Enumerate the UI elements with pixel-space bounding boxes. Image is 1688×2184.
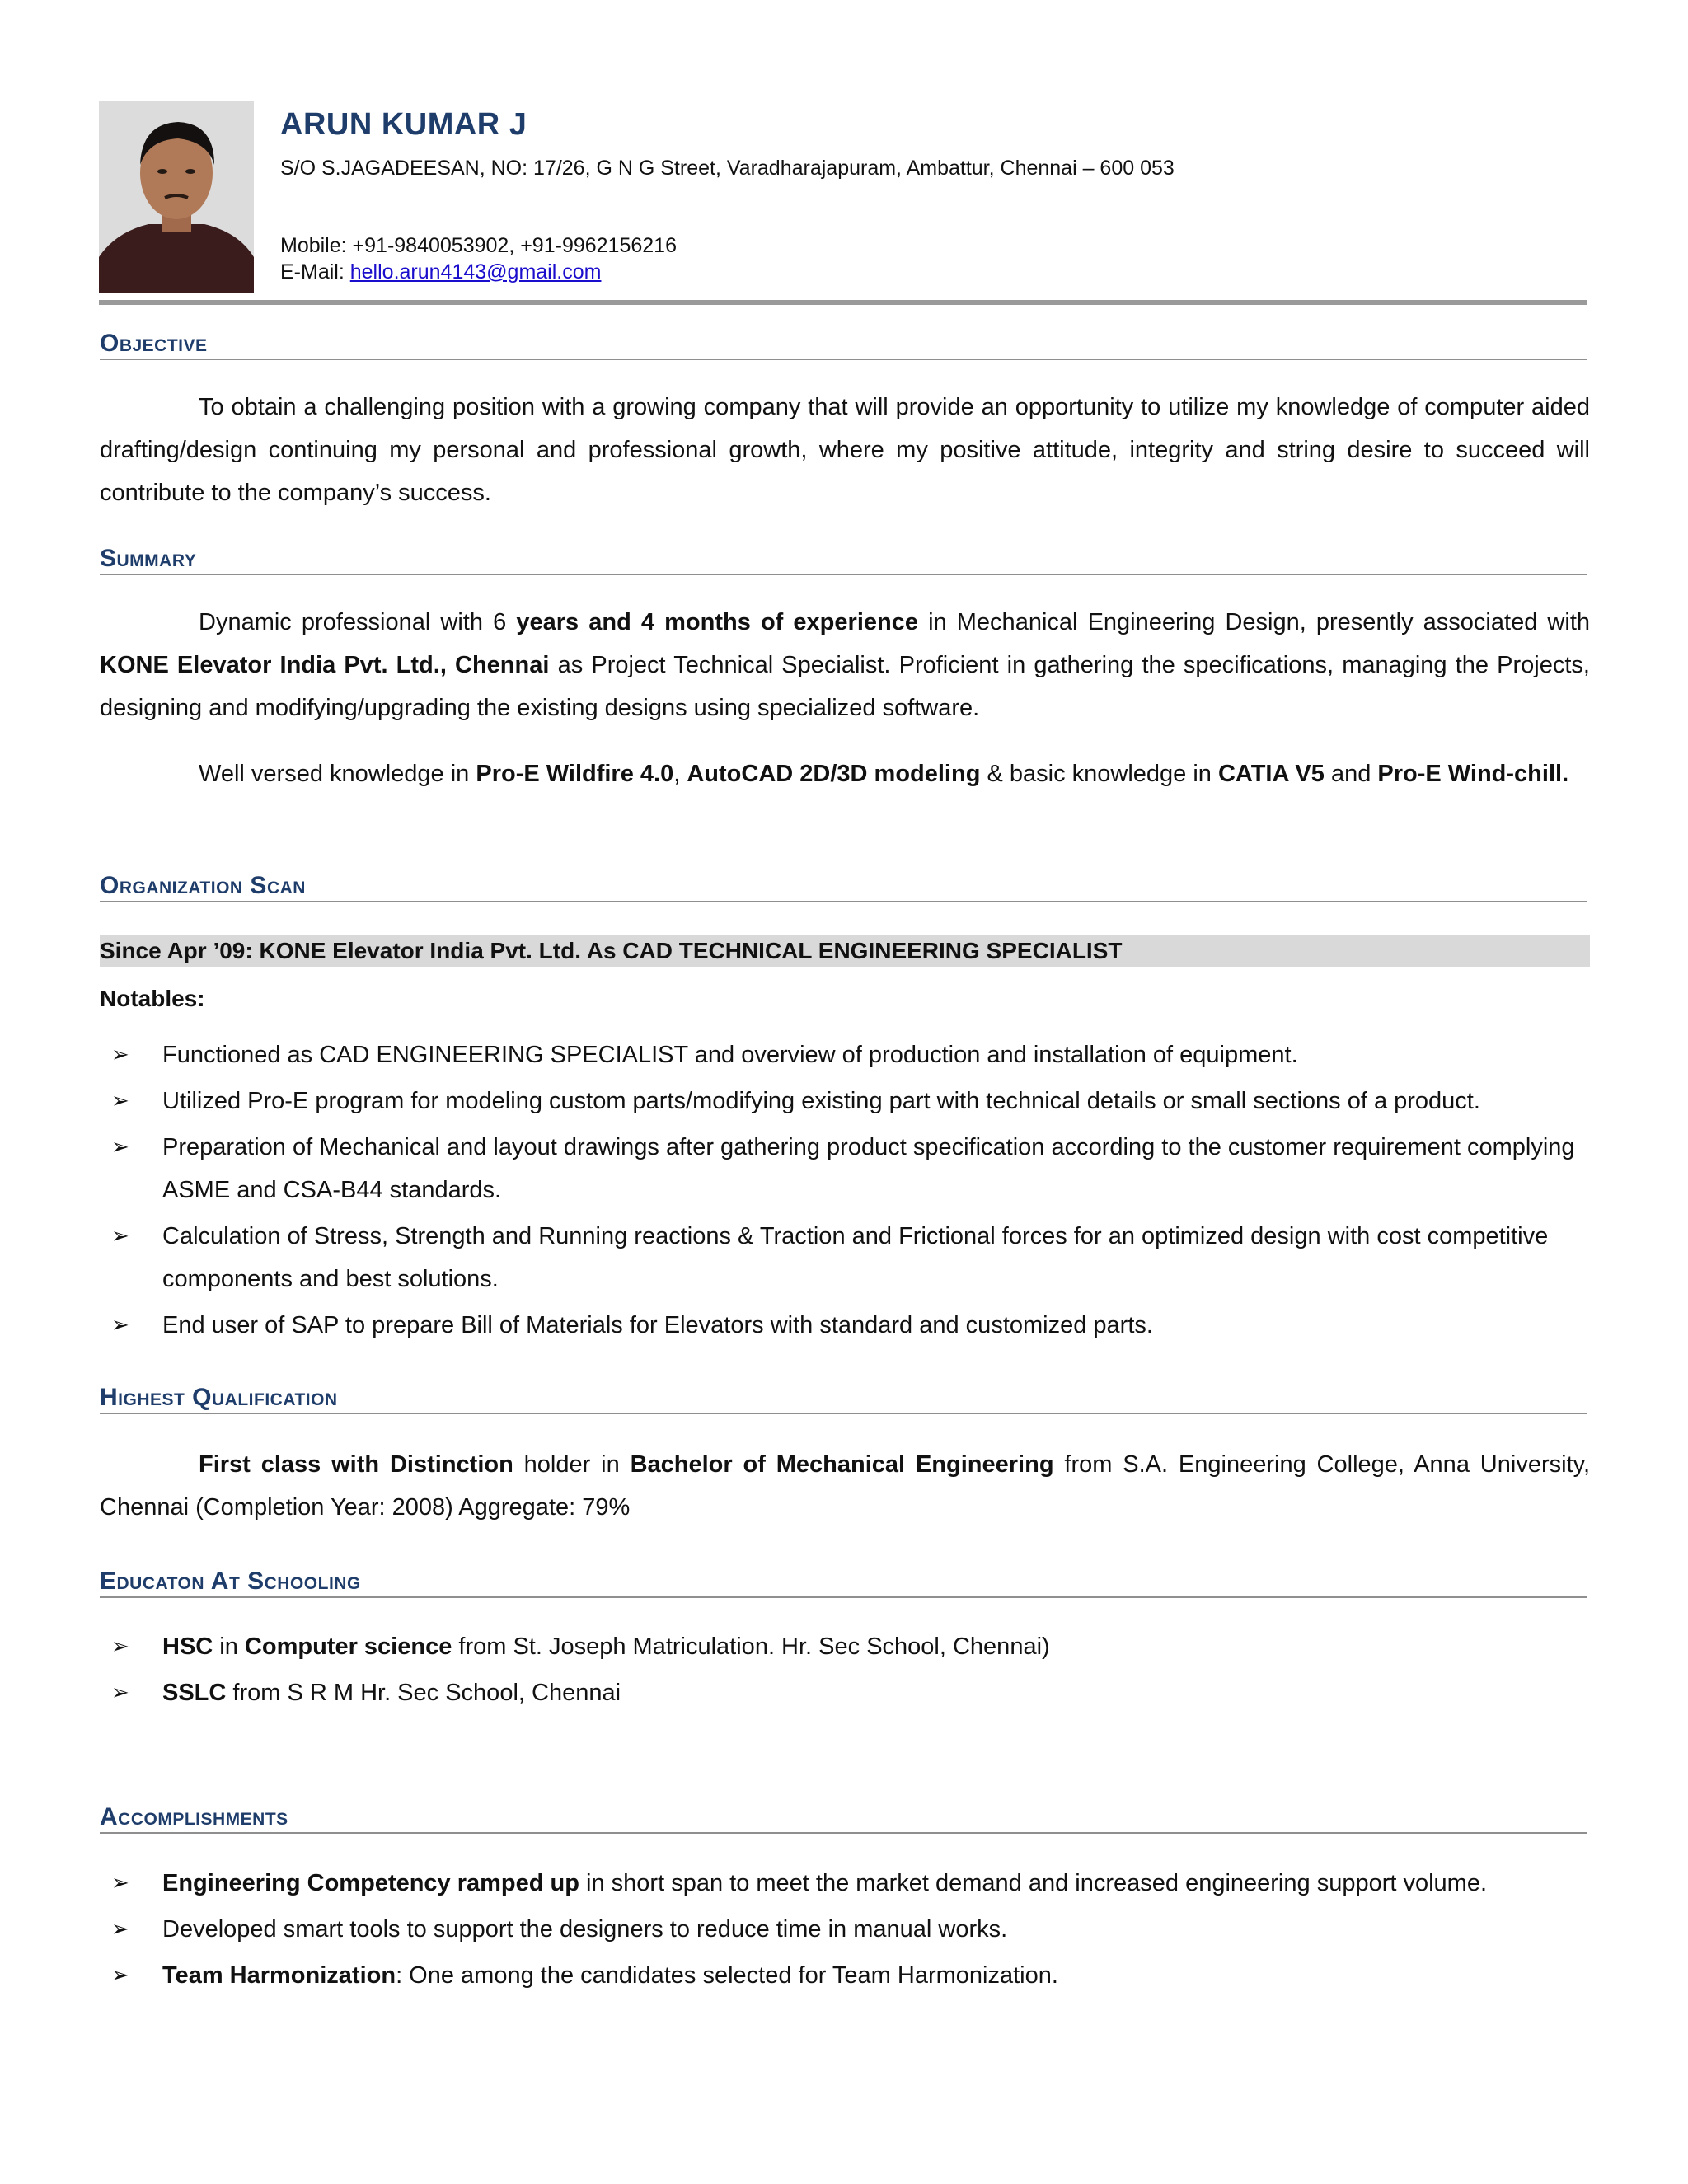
list-item: ➢ SSLC from S R M Hr. Sec School, Chennai — [100, 1671, 1590, 1714]
arrowhead-bullet-icon: ➢ — [111, 1043, 129, 1067]
address-line: S/O S.JAGADEESAN, NO: 17/26, G N G Street, Varadharajapuram, Ambattur, Chennai – 600 053 — [280, 157, 1175, 180]
arrowhead-bullet-icon: ➢ — [111, 1871, 129, 1896]
section-title-objective: Objective — [100, 330, 1587, 360]
section-title-organization: Organization Scan — [100, 872, 1587, 902]
list-item: ➢ Preparation of Mechanical and layout drawings after gathering product specification according to the customer requirement complying ASME and CSA-B44 standards. — [100, 1126, 1590, 1212]
section-title-accomplishments: Accomplishments — [100, 1803, 1587, 1834]
list-item: ➢ Team Harmonization: One among the candidates selected for Team Harmonization. — [100, 1954, 1590, 1997]
email-line — [280, 259, 677, 285]
mobile-line — [280, 232, 677, 259]
arrowhead-bullet-icon: ➢ — [111, 1135, 129, 1160]
notables-list — [100, 1033, 1590, 1347]
section-title-schooling: Educaton At Schooling — [100, 1568, 1587, 1598]
list-item: ➢ Developed smart tools to support the designers to reduce time in manual works. — [100, 1908, 1590, 1951]
arrowhead-bullet-icon: ➢ — [111, 1313, 129, 1338]
list-item: ➢ Calculation of Stress, Strength and Running reactions & Traction and Frictional forces for an optimized design with cost competitive components and best solutions. — [100, 1215, 1590, 1301]
qualification-text: First class with Distinction holder in Bachelor of Mechanical Engineering from S.A. Engineering College, Anna University, Chennai (Completion Year: 2008) Aggregate: 79% — [100, 1451, 1591, 1521]
arrowhead-bullet-icon: ➢ — [111, 1680, 129, 1705]
profile-photo — [99, 101, 254, 293]
notables-label: Notables: — [100, 986, 205, 1011]
list-item: ➢ Engineering Competency ramped up in short span to meet the market demand and increased engineering support volume. — [100, 1862, 1590, 1905]
section-title-qualification: Highest Qualification — [100, 1384, 1587, 1414]
arrowhead-bullet-icon: ➢ — [111, 1634, 129, 1659]
summary-paragraph-2: Well versed knowledge in Pro-E Wildfire 4.0, AutoCAD 2D/3D modeling & basic knowledge in CATIA V5 and Pro-E Wind-chill. — [199, 761, 1569, 787]
list-item: ➢ End user of SAP to prepare Bill of Materials for Elevators with standard and customized parts. — [100, 1304, 1590, 1347]
list-item: ➢ Functioned as CAD ENGINEERING SPECIALIST and overview of production and installation of equipment. — [100, 1033, 1590, 1076]
list-item: ➢ HSC in Computer science from St. Joseph Matriculation. Hr. Sec School, Chennai) — [100, 1625, 1590, 1668]
arrowhead-bullet-icon: ➢ — [111, 1089, 129, 1113]
email-label: E-Mail: — [280, 260, 345, 284]
header-divider — [99, 300, 1587, 305]
objective-text: To obtain a challenging position with a growing company that will provide an opportunity to utilize my knowledge of computer aided drafting/design continuing my personal and professional growth, where my positive attitude, integrity and string desire to succeed will contribute to the company’s success. — [100, 394, 1590, 506]
summary-paragraph-1: Dynamic professional with 6 years and 4 months of experience in Mechanical Engineering Design, presently associated with KONE Elevator India Pvt. Ltd., Chennai as Project Technical Specialist. Proficient in gathering the specifications, managing the Projects, designing and modifying/upgrading the existing designs using specialized software. — [100, 609, 1590, 721]
mobile-label: Mobile: — [280, 234, 347, 257]
mobile-numbers: +91-9840053902, +91-9962156216 — [352, 234, 677, 257]
email-link[interactable]: hello.arun4143@gmail.com — [349, 260, 602, 284]
arrowhead-bullet-icon: ➢ — [111, 1963, 129, 1988]
candidate-name: ARUN KUMAR J — [280, 107, 528, 142]
section-title-summary: Summary — [100, 545, 1587, 575]
accomplishments-list — [100, 1862, 1590, 1997]
arrowhead-bullet-icon: ➢ — [111, 1917, 129, 1942]
arrowhead-bullet-icon: ➢ — [111, 1224, 129, 1249]
list-item: ➢ Utilized Pro-E program for modeling custom parts/modifying existing part with technical details or small sections of a product. — [100, 1080, 1590, 1122]
contact-block — [280, 232, 677, 285]
job-heading: Since Apr ’09: KONE Elevator India Pvt. Ltd. As CAD TECHNICAL ENGINEERING SPECIALIST — [100, 935, 1590, 967]
schooling-list — [100, 1625, 1590, 1714]
